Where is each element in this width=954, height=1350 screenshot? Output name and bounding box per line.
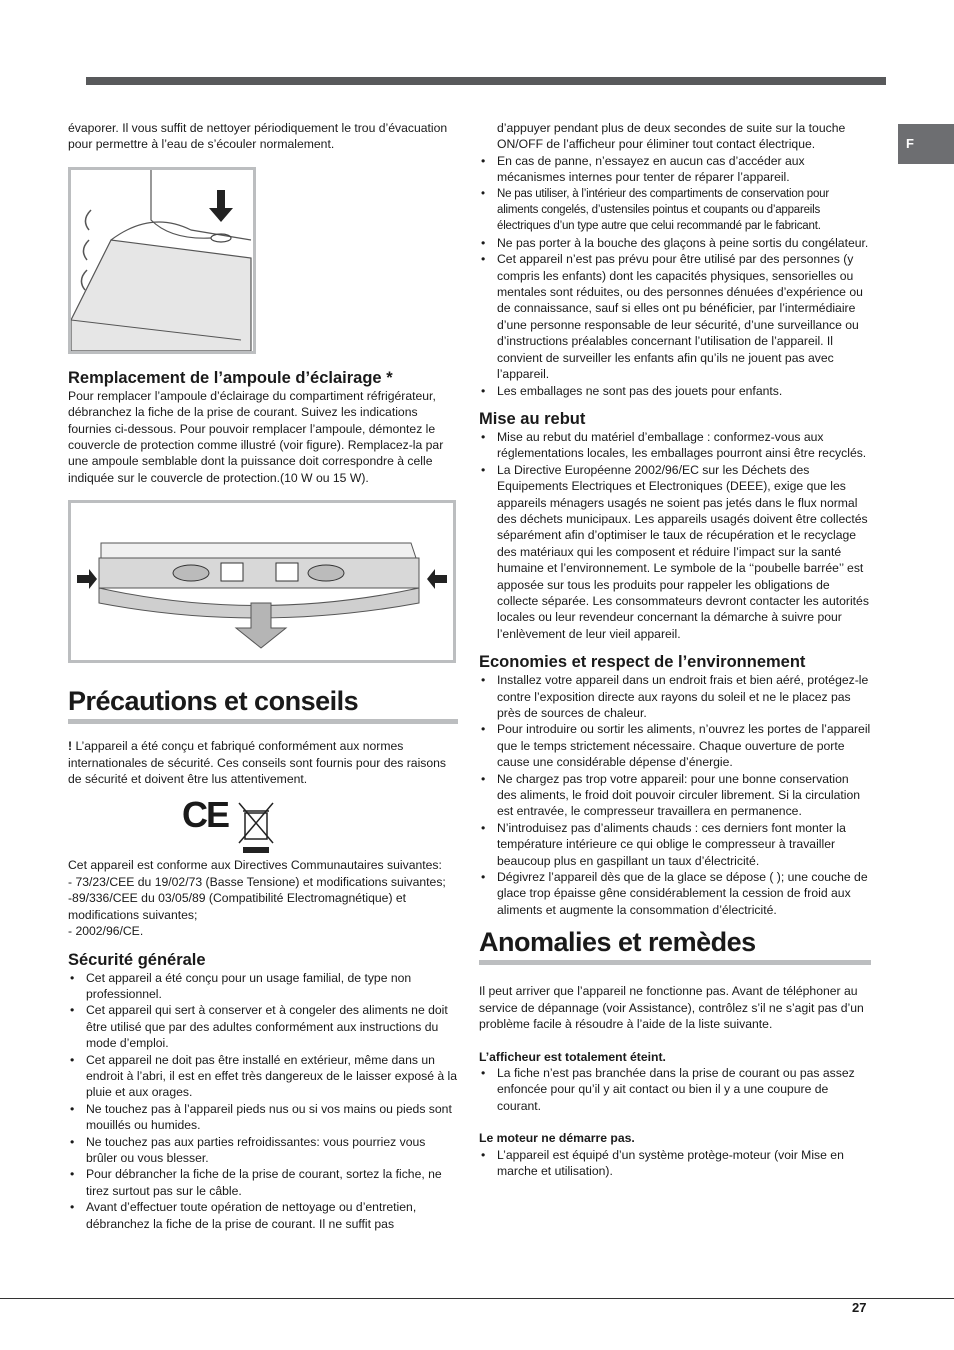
lamp-text: Pour remplacer l’ampoule d’éclairage du compartiment réfrigérateur, débranchez la fiche de la prise de courant. Suivez les indications fournies ci-dessous. Pour pouvoir remplacer l’ampoule, démontez le couvercle de protection comme illustré (voir figure). Remplacez-la par une ampoule semblable dont la puissance doit correspondre à celle indiquée sur le couvercle de protection.(10 W ou 15 W). [68, 388, 444, 485]
list-item: • Mise au rebut du matériel d’emballage : conformez-vous aux réglementations locales, les emballages pourront ainsi être recyclés. [479, 429, 871, 462]
top-bar [86, 77, 886, 85]
list-item: • Pour débrancher la fiche de la prise de courant, sortez la fiche, ne tirez surtout pas sur le câble. [68, 1166, 458, 1199]
list-item: • Cet appareil ne doit pas être installé en extérieur, même dans un endroit à l’abri, il est en effet très dangereux de le laisser exposé à la pluie et aux orages. [68, 1052, 458, 1101]
list-item: • Ne pas utiliser, à l’intérieur des compartiments de conservation pour aliments congelés, d’ustensiles pointus et coupants ou d’appareils électriques d’un type autre que celui recommandé par le fabricant. [479, 186, 871, 235]
list-item: • N’introduisez pas d’aliments chauds : ces derniers font monter la température intérieure ce qui oblige le compresseur à travailler beaucoup plus en gaspillant un taux d’électricité. [479, 820, 871, 869]
heading-rule [68, 719, 458, 724]
list-item: • La Directive Européenne 2002/96/EC sur les Déchets des Equipements Electriques et Electroniques (DEEE), exige que les appareils ménagers usagés ne soient pas jetés dans le flux normal des déchets municipaux. Les appareils usagés doivent être collectés séparément afin d’optimiser le taux de récupération et le recyclage des matériaux qui les composent et réduire l’impact sur la santé humaine et l’environnement. Le symbole de la ‘‘poubelle barrée’’ est apposée sur tous les produits pour rappeler les obligations de collecte séparée. Les consommateurs devront contacter les autorités locales ou leur revendeur concernant la démarche à suivre pour l’enlèvement de leur vieil appareil. [479, 462, 871, 642]
intro-text: évaporer. Il vous suffit de nettoyer périodiquement le trou d’évacuation pour permettre à l’eau de s’écouler normalement. [68, 121, 448, 152]
list-item: • Avant d’effectuer toute opération de nettoyage ou d’entretien, débranchez la fiche de la prise de courant. Il ne suffit pas [68, 1199, 458, 1232]
afficheur-list [479, 1065, 871, 1114]
precautions-heading: Précautions et conseils [68, 686, 359, 717]
language-tab[interactable]: F [898, 124, 954, 164]
directives-block: Cet appareil est conforme aux Directives Communautaires suivantes: - 73/23/CEE du 19/02/73 (Basse Tensione) et modifications suivantes; -89/336/CEE du 03/05/89 (Compatibilité Electromagnétique) et modifications suivantes; - 2002/96/CE. [68, 858, 446, 939]
list-item: • Les emballages ne sont pas des jouets pour enfants. [479, 383, 871, 399]
left-column [68, 120, 458, 1232]
lamp-cover-figure [68, 500, 456, 663]
precautions-intro: ! L’appareil a été conçu et fabriqué conformément aux normes internationales de sécurité. Ces conseils sont fournis pour des raisons de sécurité et doivent être lus attentivement. [68, 739, 447, 787]
page-number: 27 [852, 1300, 867, 1315]
right-column [479, 120, 871, 1179]
anomalies-heading: Anomalies et remèdes [479, 927, 756, 958]
rebut-heading: Mise au rebut [479, 409, 586, 428]
list-item: • L’appareil est équipé d’un système protège-moteur (voir Mise en marche et utilisation). [479, 1147, 871, 1180]
list-item: • Pour introduire ou sortir les aliments, n’ouvrez les portes de l’appareil que le temps strictement nécessaire. Chaque ouverture de porte cause une considérable dépense d’énergie. [479, 721, 871, 770]
moteur-heading: Le moteur ne démarre pas. [479, 1131, 635, 1146]
list-item: • Cet appareil a été conçu pour un usage familial, de type non professionnel. [68, 970, 458, 1003]
list-item: • En cas de panne, n’essayez en aucun cas d’accéder aux mécanismes internes pour tenter de réparer l’appareil. [479, 153, 871, 186]
rebut-list [479, 429, 871, 642]
list-item: • Cet appareil n’est pas prévu pour être utilisé par des personnes (y compris les enfants) dont les capacités physiques, sensorielles ou mentales sont réduites, ou des personnes dénuées d’expérience ou de connaissance, sauf si elles ont pu bénéficier, par l’intermédiaire d’une personne responsable de leur sécurité, d’une surveillance ou d’instructions préalables concernant l’utilisation de l’appareil. Il convient de surveiller les enfants afin qu’ils ne jouent pas avec l’appareil. [479, 251, 871, 382]
moteur-list [479, 1147, 871, 1180]
list-item: • Ne touchez pas à l’appareil pieds nus ou si vos mains ou pieds sont mouillés ou humides. [68, 1101, 458, 1134]
securite-list-continued [479, 153, 871, 399]
continued-text: d’appuyer pendant plus de deux secondes de suite sur la touche ON/OFF de l’afficheur pour éliminer tout contact électrique. [497, 121, 846, 152]
heading-rule [479, 960, 871, 965]
afficheur-heading: L’afficheur est totalement éteint. [479, 1049, 666, 1064]
ce-mark: CE [182, 794, 229, 836]
drain-figure [68, 167, 256, 354]
list-item: • Dégivrez l’appareil dès que de la glace se dépose ( ); une couche de glace trop épaisse gêne considérablement la cession de froid aux aliments et augmente la consommation d’électricité. [479, 869, 871, 918]
list-item: • Ne chargez pas trop votre appareil: pour une bonne conservation des aliments, le froid doit pouvoir circuler librement. Si la circulation est entravée, le compresseur travaillera en permanence. [479, 771, 871, 820]
eco-list [479, 672, 871, 918]
footer-rule [0, 1298, 954, 1299]
eco-heading: Economies et respect de l’environnement [479, 653, 806, 672]
list-item: • Installez votre appareil dans un endroit frais et bien aéré, protégez-le contre l’exposition directe aux rayons du soleil et ne le placez pas près de sources de chaleur. [479, 672, 871, 721]
list-item: • Cet appareil qui sert à conserver et à congeler des aliments ne doit être utilisé que par des adultes conformément aux instructions du mode d’emploi. [68, 1002, 458, 1051]
anomalies-intro: Il peut arriver que l’appareil ne fonctionne pas. Avant de téléphoner au service de dépannage (voir Assistance), contrôlez s’il ne s’agit pas d’un problème facile à résoudre à l’aide de la liste suivante. [479, 984, 864, 1032]
list-item: • La fiche n’est pas branchée dans la prise de courant ou pas assez enfoncée pour qu’il y ait contact ou bien il y a une coupure de courant. [479, 1065, 871, 1114]
crossed-bin-icon [237, 799, 277, 855]
list-item: • Ne touchez pas aux parties refroidissantes: vous pourriez vous brûler ou vous blesser. [68, 1134, 458, 1167]
securite-heading: Sécurité générale [68, 950, 206, 969]
lamp-heading: Remplacement de l’ampoule d’éclairage * [68, 368, 393, 387]
ce-weee-marks [182, 794, 458, 855]
securite-list [68, 970, 458, 1233]
list-item: • Ne pas porter à la bouche des glaçons à peine sortis du congélateur. [479, 235, 871, 251]
